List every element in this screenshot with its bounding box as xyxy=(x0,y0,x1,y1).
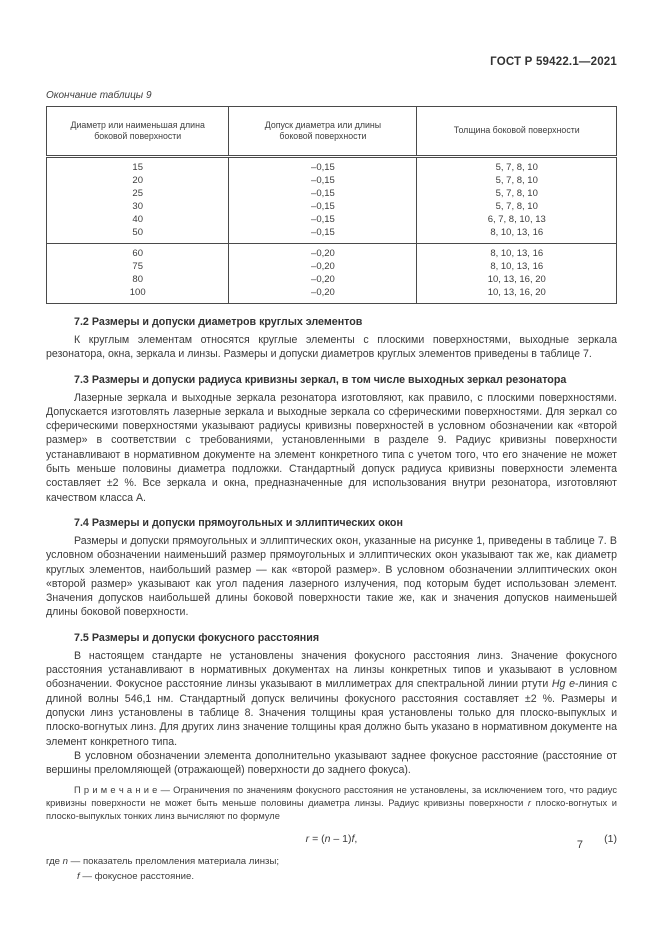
table-cell: –0,15 xyxy=(229,213,417,226)
table-cell: 30 xyxy=(132,201,143,212)
section-7-3-title: 7.3 Размеры и допуски радиуса кривизны зеркал, в том числе выходных зеркал резонатора xyxy=(74,373,567,386)
section-7-3-paragraph: Лазерные зеркала и выходные зеркала резонатора изготовляют, как правило, с плоскими поверхностями. Допускается изготовлять лазерные зеркала и выходные зеркала со сферическими поверхностями. Для зеркал со сферическими поверхностями указывают радиусы кривизны поверхностей в условном обозначении как «второй размер» в соответствии с требованиями, установленными в разделе 9. Радиус кривизны поверхности устанавливают в нормативном документе на элемент конкретного типа с учетом того, что его значение не может быть меньше половины диаметра подложки. Стандартный допуск радиуса кривизны поверхности элемента составляет ±2 %. Все зеркала и окна, предназначенные для использования внутри резонатора, изготовляют качеством класса А. xyxy=(46,391,617,504)
formula-number: (1) xyxy=(604,833,617,846)
where-clause-f: f — фокусное расстояние. xyxy=(77,870,194,882)
table-cell: –0,20 xyxy=(229,273,417,286)
section-7-2-paragraph: К круглым элементам относятся круглые элементы с плоскими поверхностями, выходные зеркала резонатора, окна, зеркала и линзы. Размеры и допуски диаметров круглых элементов приведены в таблице 7. xyxy=(46,334,617,361)
where-clause-n: где n — показатель преломления материала линзы; xyxy=(46,856,280,868)
table-header-cell: Толщина боковой поверхности xyxy=(417,107,617,157)
section-7-4-title: 7.4 Размеры и допуски прямоугольных и эллиптических окон xyxy=(74,516,403,529)
table-row xyxy=(47,226,617,244)
table-cell: 10, 13, 16, 20 xyxy=(417,286,617,304)
table-cell: –0,20 xyxy=(229,244,417,261)
section-7-5-paragraph-1 xyxy=(46,649,617,749)
table-cell: 5, 7, 8, 10 xyxy=(417,157,617,175)
table-row xyxy=(47,157,617,175)
table-cell: 80 xyxy=(132,274,143,285)
table-header-cell: Допуск диаметра или длины боковой поверхности xyxy=(229,107,417,157)
table-row xyxy=(47,200,617,213)
note-text: — Ограничения по значениям фокусного расстояния не установлены, за исключением того, что радиус кривизны поверхности не может быть меньше половины диаметра линзы. Радиус кривизны поверхности xyxy=(46,785,617,809)
f-symbol: f xyxy=(77,870,80,882)
table-cell: 10, 13, 16, 20 xyxy=(417,273,617,286)
formula-1 xyxy=(46,832,617,846)
document-header: ГОСТ Р 59422.1—2021 xyxy=(490,56,617,68)
table-cell: 8, 10, 13, 16 xyxy=(417,226,617,244)
table-cell: 100 xyxy=(129,287,146,298)
table-row xyxy=(47,213,617,226)
note-label: П р и м е ч а н и е xyxy=(74,785,158,796)
table-cell: 60 xyxy=(47,244,229,261)
hg-symbol: Hg xyxy=(551,678,566,691)
table-row xyxy=(47,174,617,187)
table-row xyxy=(47,260,617,273)
section-7-5-title: 7.5 Размеры и допуски фокусного расстояния xyxy=(74,631,320,644)
table-cell: 5, 7, 8, 10 xyxy=(417,187,617,200)
table-cell: –0,15 xyxy=(229,200,417,213)
table-cell: –0,15 xyxy=(229,226,417,244)
table-header-row xyxy=(47,107,617,157)
table-row xyxy=(47,286,617,304)
table-header-cell: Диаметр или наименьшая длина боковой поверхности xyxy=(47,107,229,157)
table-row xyxy=(47,273,617,286)
section-7-4-paragraph: Размеры и допуски прямоугольных и эллиптических окон, указанные на рисунке 1, приведены в таблице 7. В условном обозначении наименьший размер прямоугольных и эллиптических окон указывают так же, как диаметр круглых элементов, наибольший размер — как «второй размер». В условном обозначении эллиптических окон «второй размер» указывают как угол падения лазерного излучения, под которым будет использован элемент. Значения допусков наибольшей длины боковой поверхности такие же, как и значения допусков наименьшей длины боковой поверхности. xyxy=(46,534,617,619)
table-cell: 5, 7, 8, 10 xyxy=(417,174,617,187)
table-cell: 75 xyxy=(132,261,143,272)
formula-body: r = (n – 1)f, xyxy=(305,833,358,846)
note-text: плоско-вогнутых и плоско-выпуклых тонких линз вычисляют по формуле xyxy=(46,798,617,822)
n-symbol: n xyxy=(62,856,69,868)
table-cell: 6, 7, 8, 10, 13 xyxy=(417,213,617,226)
table-cell: 15 xyxy=(132,162,143,173)
table-row xyxy=(47,244,617,261)
table-caption: Окончание таблицы 9 xyxy=(46,90,152,101)
table-cell: 8, 10, 13, 16 xyxy=(417,244,617,261)
table-cell: 40 xyxy=(132,214,143,225)
r-symbol: r xyxy=(527,798,532,809)
table-cell: –0,15 xyxy=(229,187,417,200)
paragraph-text: В настоящем стандарте не установлены значения фокусного расстояния линз. Значение фокусного расстояния устанавливают в нормативных документах на линзы конкретных типов и указывают в условном обозначении. Фокусное расстояние линзы указывают в миллиметрах для спектральной линии ртути xyxy=(46,649,617,691)
table-cell: 8, 10, 13, 16 xyxy=(417,260,617,273)
table-cell: –0,15 xyxy=(229,174,417,187)
table-9 xyxy=(46,106,617,304)
e-line-symbol: e xyxy=(569,678,575,691)
table-cell: 5, 7, 8, 10 xyxy=(417,200,617,213)
table-cell: –0,20 xyxy=(229,260,417,273)
page-number: 7 xyxy=(576,839,583,851)
section-7-2-title: 7.2 Размеры и допуски диаметров круглых элементов xyxy=(74,316,363,328)
table-cell: 25 xyxy=(132,188,143,199)
paragraph-text: -линия с длиной волны 546,1 нм. Стандартный допуск величины фокусного расстояния составляет ±2 %. Размеры и допуски линз установлены в таблице 8. Значения толщины края установлены только для плоско-выпуклых и плоско-вогнутых линз. Для других линз значение толщины края должно быть указано в нормативном документе на элемент конкретного типа. xyxy=(46,678,618,748)
note-block xyxy=(46,784,617,823)
table-cell: –0,15 xyxy=(229,157,417,175)
table-cell: 50 xyxy=(132,227,143,238)
table-cell: 20 xyxy=(132,175,143,186)
table-cell: –0,20 xyxy=(229,286,417,304)
table-row xyxy=(47,187,617,200)
section-7-5-paragraph-2: В условном обозначении элемента дополнительно указывают заднее фокусное расстояние (расстояние от вершины преломляющей (отражающей) поверхности до заднего фокуса). xyxy=(46,749,617,777)
